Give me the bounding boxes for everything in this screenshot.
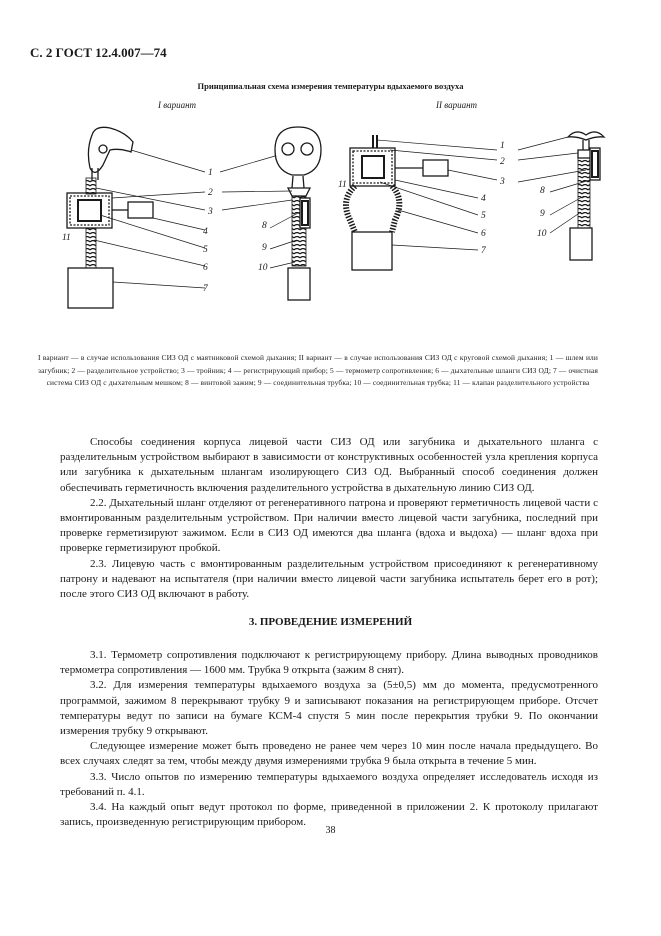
purification-system-1 (68, 268, 113, 308)
label-4-left: 4 (203, 227, 208, 237)
separator-box-1 (67, 193, 112, 228)
label-11-right: 11 (338, 180, 347, 190)
breathing-hose-1 (86, 178, 96, 194)
label-1-right: 1 (500, 141, 505, 151)
variant-1-label: I вариант (158, 100, 197, 110)
label-1-left: 1 (208, 168, 213, 178)
paragraph: Способы соединения корпуса лицевой части СИЗ ОД или загубника и дыхательного шланга с разделительным устройством выбирают в зависимости от конструктивных особенностей узла крепления корпуса или загубника к дыхательным шлангам изолирующего СИЗ ОД. Выбранный способ соединения должен обеспечивать герметичность включения разделительного устройства в дыхательную линию СИЗ ОД. (60, 436, 598, 494)
purification-system-2 (352, 232, 392, 270)
label-11-left: 11 (62, 233, 71, 243)
recorder-box-2 (423, 160, 448, 176)
paragraph: Следующее измерение может быть проведено не ранее чем через 10 мин после начала предыдущего. Во всех случаях следят за тем, чтобы между двумя измерениями трубка 9 была открыта в течение 5 мин. (60, 740, 598, 768)
label-9-right: 9 (540, 209, 545, 219)
purification-system-2b (570, 228, 592, 260)
paragraph: 3.1. Термометр сопротивления подключают к регистрирующему прибору. Длина выводных проводников термометра сопротивления — 1600 мм. Трубка 9 открыта (зажим 8 снят). (60, 649, 598, 677)
recorder-box-1 (128, 202, 153, 218)
mouthpiece-2 (568, 132, 604, 140)
label-8-left: 8 (262, 221, 267, 231)
label-3-right: 3 (500, 177, 505, 187)
page-header: С. 2 ГОСТ 12.4.007—74 (30, 45, 167, 60)
body-text-section-3 (60, 648, 598, 830)
label-10-left: 10 (258, 263, 268, 273)
measurement-schematic-diagram (0, 110, 661, 345)
breathing-hose-loop-2 (346, 186, 399, 232)
label-7-right: 7 (481, 246, 486, 256)
label-2-left: 2 (208, 188, 213, 198)
paragraph: 2.3. Лицевую часть с вмонтированным разделительным устройством присоединяют к регенеративному патрону и надевают на испытателя (при наличии вместо лицевой части загубника испытатель берет его в рот); после этого СИЗ ОД включают в работу. (60, 557, 598, 601)
figure-legend: I вариант — в случае использования СИЗ ОД с маятниковой схемой дыхания; II вариант — в случае использования СИЗ ОД с круговой схемой дыхания; 1 — шлем или загубник; 2 — разделительное устройство; 3 — тройник; 4 — регистрирующий прибор; 5 — термометр сопротивления; 6 — дыхательные шланги СИЗ ОД; 7 — очистная система СИЗ ОД с дыхательным мешком; 8 — винтовой зажим; 9 — соединительная трубка; 10 — соединительная трубка; 11 — клапан разделительного устройства (38, 353, 598, 388)
purification-system-1b (288, 268, 310, 300)
label-8-right: 8 (540, 186, 545, 196)
page-number: 38 (325, 825, 336, 836)
label-3-left: 3 (208, 207, 213, 217)
body-text-section-2 (60, 435, 598, 602)
separator-box-2 (350, 148, 395, 186)
label-5-right: 5 (481, 211, 486, 221)
label-6-left: 6 (203, 263, 208, 273)
mouthpiece-shape-1 (88, 127, 133, 172)
paragraph: 3.4. На каждый опыт ведут протокол по форме, приведенной в приложении 2. К протоколу прилагают запись, произведенную регистрирующим прибором. (60, 801, 598, 829)
figure-title: Принципиальная схема измерения температуры вдыхаемого воздуха (197, 81, 464, 91)
paragraph: 2.2. Дыхательный шланг отделяют от регенеративного патрона и проверяют герметичность лицевой части с вмонтированным разделительным устройством. При наличии вместо лицевой части загубника, последний при проверке герметизируют зажимом. Если в СИЗ ОД имеются два шланга (вдоха и выдоха) — шланг вдоха при проверке герметизируют пробкой. (60, 496, 598, 555)
label-6-right: 6 (481, 229, 486, 239)
label-2-right: 2 (500, 157, 505, 167)
label-5-left: 5 (203, 245, 208, 255)
paragraph: 3.3. Число опытов по измерению температуры вдыхаемого воздуха определяет исследователь исходя из требований п. 4.1. (60, 770, 598, 798)
hose-2b (578, 158, 590, 228)
label-7-left: 7 (203, 284, 208, 294)
section-title: 3. ПРОВЕДЕНИЕ ИЗМЕРЕНИЙ (248, 616, 413, 628)
label-9-left: 9 (262, 243, 267, 253)
label-4-right: 4 (481, 194, 486, 204)
breathing-hose-2 (86, 228, 96, 268)
label-10-right: 10 (537, 229, 547, 239)
paragraph: 3.2. Для измерения температуры вдыхаемого воздуха за (5±0,5) мм до момента, предусмотренного программой, зажимом 8 перекрывают трубку 9 и записывают показания на регистрирующем приборе. Отсчет температуры ведут по записи на бумаге КСМ-4 спустя 5 мин после перекрытия трубки 9. По окончании измерения трубку 9 открывают. (60, 679, 598, 738)
variant-2-label: II вариант (436, 100, 478, 110)
